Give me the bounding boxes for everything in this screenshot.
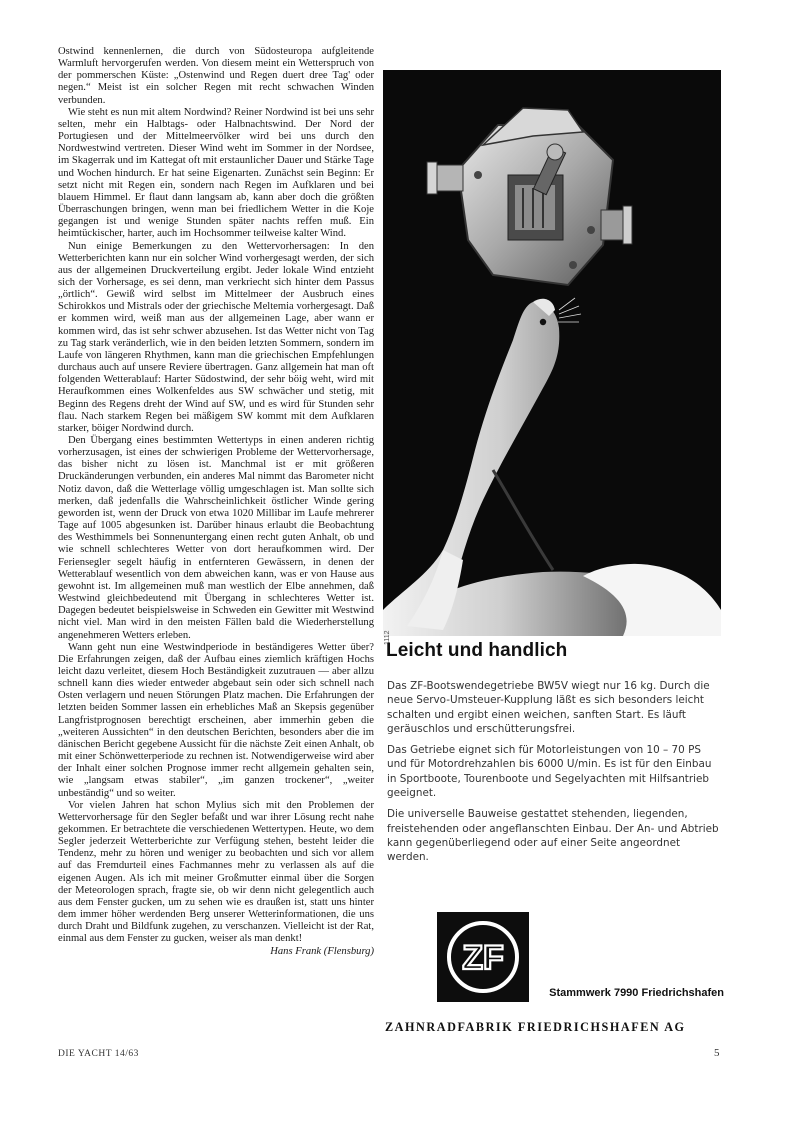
ad-paragraph: Die universelle Bauweise gestattet stehenden, liegenden, freistehenden oder angeflanschten Einbau. Der An- und Abtrieb kann gegenüberliegend oder auf einer Seite angeordnet werden.: [387, 808, 719, 864]
publication-footer: DIE YACHT 14/63: [58, 1049, 139, 1059]
article-paragraph: Nun einige Bemerkungen zu den Wettervorhersagen: In den Wetterberichten kann nur ein solcher Wind vorhergesagt werden, der sich aus der allgemeinen Druckverteilung ergibt. Jeder lokale Wind entzieht sich der Vorhersage, es sei denn, man verkriecht sich hinter dem Passus „örtlich“. Gewiß wird selbst im Mittelmeer der Ausbruch eines Schirokkos und Mistrals oder der griechische Meltemia vorhergesagt. Daß er kommen wird, weiß man aus der allgemeinen Lage, aber wann er kommen wird, das ist sehr schwer abzusehen. Ist das Wetter nicht von Tag zu Tag stark veränderlich, wie in den beiden letzten Sommern, sondern im Laufe von längeren Rhythmen, kann man die griechischen Empfehlungen durchaus auch auf unsere Reviere übertragen. Ganz allgemein hat man oft folgenden Wetterablauf: Harter Südostwind, der sehr böig weht, wird mit Heraufkommen eines Wolkenfeldes aus SW schwächer und stetig, mit Beginn des Regens dreht der Wind auf SW, und es wird für Stunden sehr flau. Nach starkem Regen bei mäßigem SW kommt mit dem Aufklaren starker, böiger Nordwind durch.: [58, 240, 374, 434]
article-paragraph: Wie steht es nun mit altem Nordwind? Reiner Nordwind ist bei uns sehr selten, mehr ein Halbtags- oder Halbnachtswind. Der Nord der Portugiesen und der Mittelmeervölker wird bei uns durch den Nordwestwind vertreten. Dieser Wind weht im Sommer in der Nordsee, im Skagerrak und im Kattegat oft mit erstaunlicher Dauer und Stärke Tage und Wochen hindurch. Er hat seine Eigenarten. Zunächst sein Beginn: Er setzt nicht mit Regen ein, sondern nach Regen im Aufklaren und bei blauem Himmel. Er flaut dann langsam ab, kann aber doch die größten Überraschungen bringen, wenn man bei friedlichem Wetter in die Koje gegangen ist und wenige Stunden später nachts reffen muß. Ein heimtückischer, harter, auch im Hochsommer teilweise kalter Wind.: [58, 106, 374, 240]
ad-paragraph: Das ZF-Bootswendegetriebe BW5V wiegt nur 16 kg. Durch die neue Servo-Umsteuer-Kupplung läßt es sich besonders leicht schalten und ergibt einen weichen, sanften Start. Es läuft geräuschlos und erschütterungsfrei.: [387, 680, 710, 735]
article-column: [58, 46, 374, 958]
gearbox-illustration: [427, 108, 632, 285]
logo-text: ZF: [462, 939, 504, 977]
zf-logo: [437, 912, 529, 1002]
article-paragraph: Ostwind kennenlernen, die durch von Südosteuropa aufgleitende Warmluft hervorgerufen werden. Von diesem meint ein Wetterspruch von der pommerschen Küste: „Ostenwind und Regen duert dree Tag' oder negen.“ Meist ist ein solcher Regen mit recht schwachen Winden verbunden.: [58, 46, 374, 106]
ad-headline: Leicht und handlich: [386, 640, 568, 661]
ad-copy: [387, 679, 723, 865]
article-paragraph: Wann geht nun eine Westwindperiode in beständigeres Wetter über? Die Erfahrungen zeigen, daß der Aufbau eines ziemlich kräftigen Hochs leicht dazu verleitet, diesem Hoch Beständigkeit zuzutrauen — aber allzu schnell kann dies wieder entweder abgebaut sein oder sich schnell nach Osten verlagern und neuen Störungen Platz machen. Die Erfahrungen der letzten beiden Sommer lassen ein erhebliches Maß an Skepsis gegenüber Langfristprognosen berechtigt erscheinen, aber immerhin geben die „weiteren Aussichten“ in den deutschen Berichten, besonders aber die im dänischen Bericht gegebene Aussicht für die nächste Zeit einen Anhalt, ob mit einer Schönwetterperiode zu rechnen ist. Notwendigerweise wird aber der Inhalt einer solchen Prognose immer recht allgemein gehalten sein, wie „langsam etwas stabiler“, „im ganzen trockener“, „weiter unbeständig“ und so weiter.: [58, 641, 374, 799]
plate-number: 1112: [384, 630, 391, 645]
company-name: ZAHNRADFABRIK FRIEDRICHSHAFEN AG: [385, 1020, 686, 1034]
article-paragraph: Den Übergang eines bestimmten Wettertyps in einen anderen richtig vorherzusagen, ist eines der schwierigen Probleme der Wettervorhersage, das bisher nicht zu lösen ist. Manchmal ist er mit größeren Druckänderungen verbunden, ein anderes Mal nimmt das Barometer nicht Notiz davon, daß die Wetterlage völlig umgeschlagen ist. Man sollte sich merken, daß jedenfalls die Wahrscheinlichkeit östlicher Winde gering geworden ist, wenn der Druck von etwa 1020 Millibar im Laufe mehrerer Tage auf 1005 abgesunken ist. Darüber hinaus erlaubt die Beobachtung des Westhimmels bei Sonnenuntergang einen recht guten Anhalt, ob und wie schnell schlechteres Wetter von dort heraufkommen wird. Der Feriensegler segelt häufig in entfernteren Gewässern, in denen der Wetterablauf wesentlich von dem abweichen kann, was er von Hause aus gewohnt ist. Im allgemeinen muß man westlich der Elbe annehmen, daß Westwind gleichbedeutend mit Übergang in schlechteres Wetter ist. Dagegen bedeutet beispielsweise in Schweden ein Gewitter mit Westwind nicht viel. Man wird in den meisten Fällen bald die Wiederherstellung angenehmeren Wetters erleben.: [58, 435, 374, 641]
author-signature: Hans Frank (Flensburg): [270, 945, 374, 957]
sea-lion-illustration: [383, 298, 721, 636]
plant-location: Stammwerk 7990 Friedrichshafen: [549, 987, 724, 999]
ad-photo-sea-lion-gearbox: [383, 70, 721, 636]
article-paragraph: Vor vielen Jahren hat schon Mylius sich mit den Problemen der Wettervorhersage für den Segler befaßt und war ihrer Lösung recht nahe gekommen. Er betrachtete die verschiedenen Wettertypen. Heute, wo dem Segler jederzeit Wetterberichte zur Verfügung stehen, besteht leider die Tendenz, mehr zu hören und weniger zu beobachten und sich vor allem auf das Fremdurteil eines Fachmannes mehr zu verlassen als auf die eigenen Augen. Als ich mit meiner Großmutter einmal über die Sorgen der Meteorologen sprach, fragte sie, ob wir denn nicht gelegentlich auch aus dem Fenster gucken, um zu sehen wie es draußen ist, statt uns hinter dem immer höher werdenden Berg unserer Wetterinformationen, die uns durch Draht und Bildfunk zugehen, zu verschanzen. Vielleicht ist der Rat, einmal aus dem Fenster zu gucken, weiser als man denkt!: [58, 799, 374, 945]
page-number: 5: [714, 1047, 720, 1059]
ad-paragraph: Das Getriebe eignet sich für Motorleistungen von 10 – 70 PS und für Motordrehzahlen bis 6000 U/min. Es ist für den Einbau in Sportboote, Tourenboote und Segelyachten mit Hilfsantrieb geeignet.: [387, 744, 712, 800]
